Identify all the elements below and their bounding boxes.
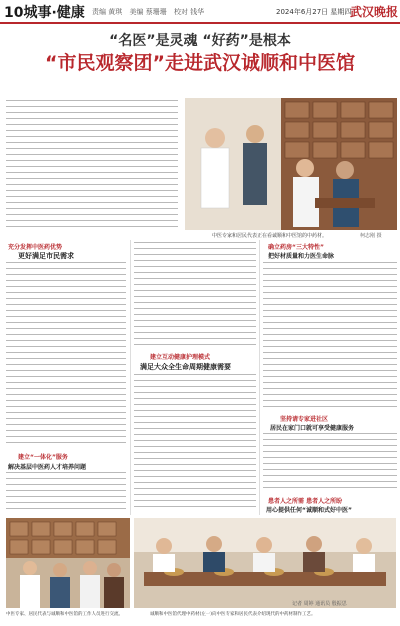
bottom-right-caption: 诚顺和中医馆代理中药材(左一)向中医专家和居民代表介绍现代的中药材制作工艺。 — [150, 612, 316, 617]
editor-credits — [92, 7, 209, 17]
column-3-text-2 — [263, 433, 397, 493]
newspaper-name: 武汉晚报 — [350, 5, 399, 19]
section-1-subtitle: 更好满足市民需求 — [18, 252, 74, 260]
section-title: 10城事·健康 — [4, 5, 85, 21]
section-5-subtitle: 居民在家门口就可享受健康服务 — [270, 425, 355, 432]
issue-date: 2024年6月27日 星期四 — [276, 8, 352, 16]
top-photo-credit: 柯志刚 摄 — [360, 233, 382, 239]
bottom-left-caption: 中医专家、居民代表与诚顺和中医馆的工作人员进行交流。 — [6, 612, 123, 617]
bottom-left-photo — [6, 518, 130, 608]
section-6-subtitle: 用心提供任何“诚顺和式好中医” — [266, 507, 352, 514]
article-headline: “市民观察团”走进武汉诚顺和中医馆 — [45, 52, 355, 74]
intro-paragraph — [6, 100, 178, 228]
column-1-text — [6, 262, 126, 448]
bottom-right-photo — [134, 518, 396, 608]
section-6-title: 患者人之所需 患者人之所盼 — [268, 498, 343, 505]
section-2-subtitle: 解决基层中医药人才培养问题 — [8, 464, 87, 471]
herb-display-photo — [134, 518, 396, 608]
column-2-text-2 — [134, 374, 256, 512]
column-1-text-2 — [6, 472, 126, 512]
section-1-title: 充分发挥中医药优势 — [8, 244, 63, 251]
editor-credit: 责编 黄琪 — [92, 8, 123, 16]
article-kicker: “名医”是灵魂 “好药”是根本 — [109, 33, 291, 49]
masthead — [0, 0, 400, 24]
byline: 记者 周婷 通讯员 殷振思 — [292, 601, 347, 607]
column-divider — [130, 240, 131, 515]
section-5-title: 坚持请专家进社区 — [280, 416, 329, 423]
proofreader-credit: 校对 钱华 — [173, 8, 205, 16]
section-4-title: 建立互动健康护理模式 — [150, 354, 211, 361]
top-photo — [185, 98, 397, 230]
column-divider — [259, 240, 260, 515]
section-3-subtitle: 把好材质量和力医生命脉 — [268, 253, 335, 260]
column-2-text — [134, 242, 256, 350]
consultation-photo — [6, 518, 130, 608]
column-3-text — [263, 262, 397, 412]
top-photo-caption: 中医专家和居民代表正在看诚顺和中医馆的中药材。 — [212, 233, 328, 239]
section-2-title: 建立“一体化”服务 — [18, 454, 68, 461]
designer-credit: 美编 蔡珊珊 — [129, 8, 167, 16]
section-3-title: 确立药房“三大特性” — [268, 244, 324, 251]
section-4-subtitle: 满足大众全生命周期健康需要 — [140, 363, 231, 371]
herb-cabinet-photo — [185, 98, 397, 230]
